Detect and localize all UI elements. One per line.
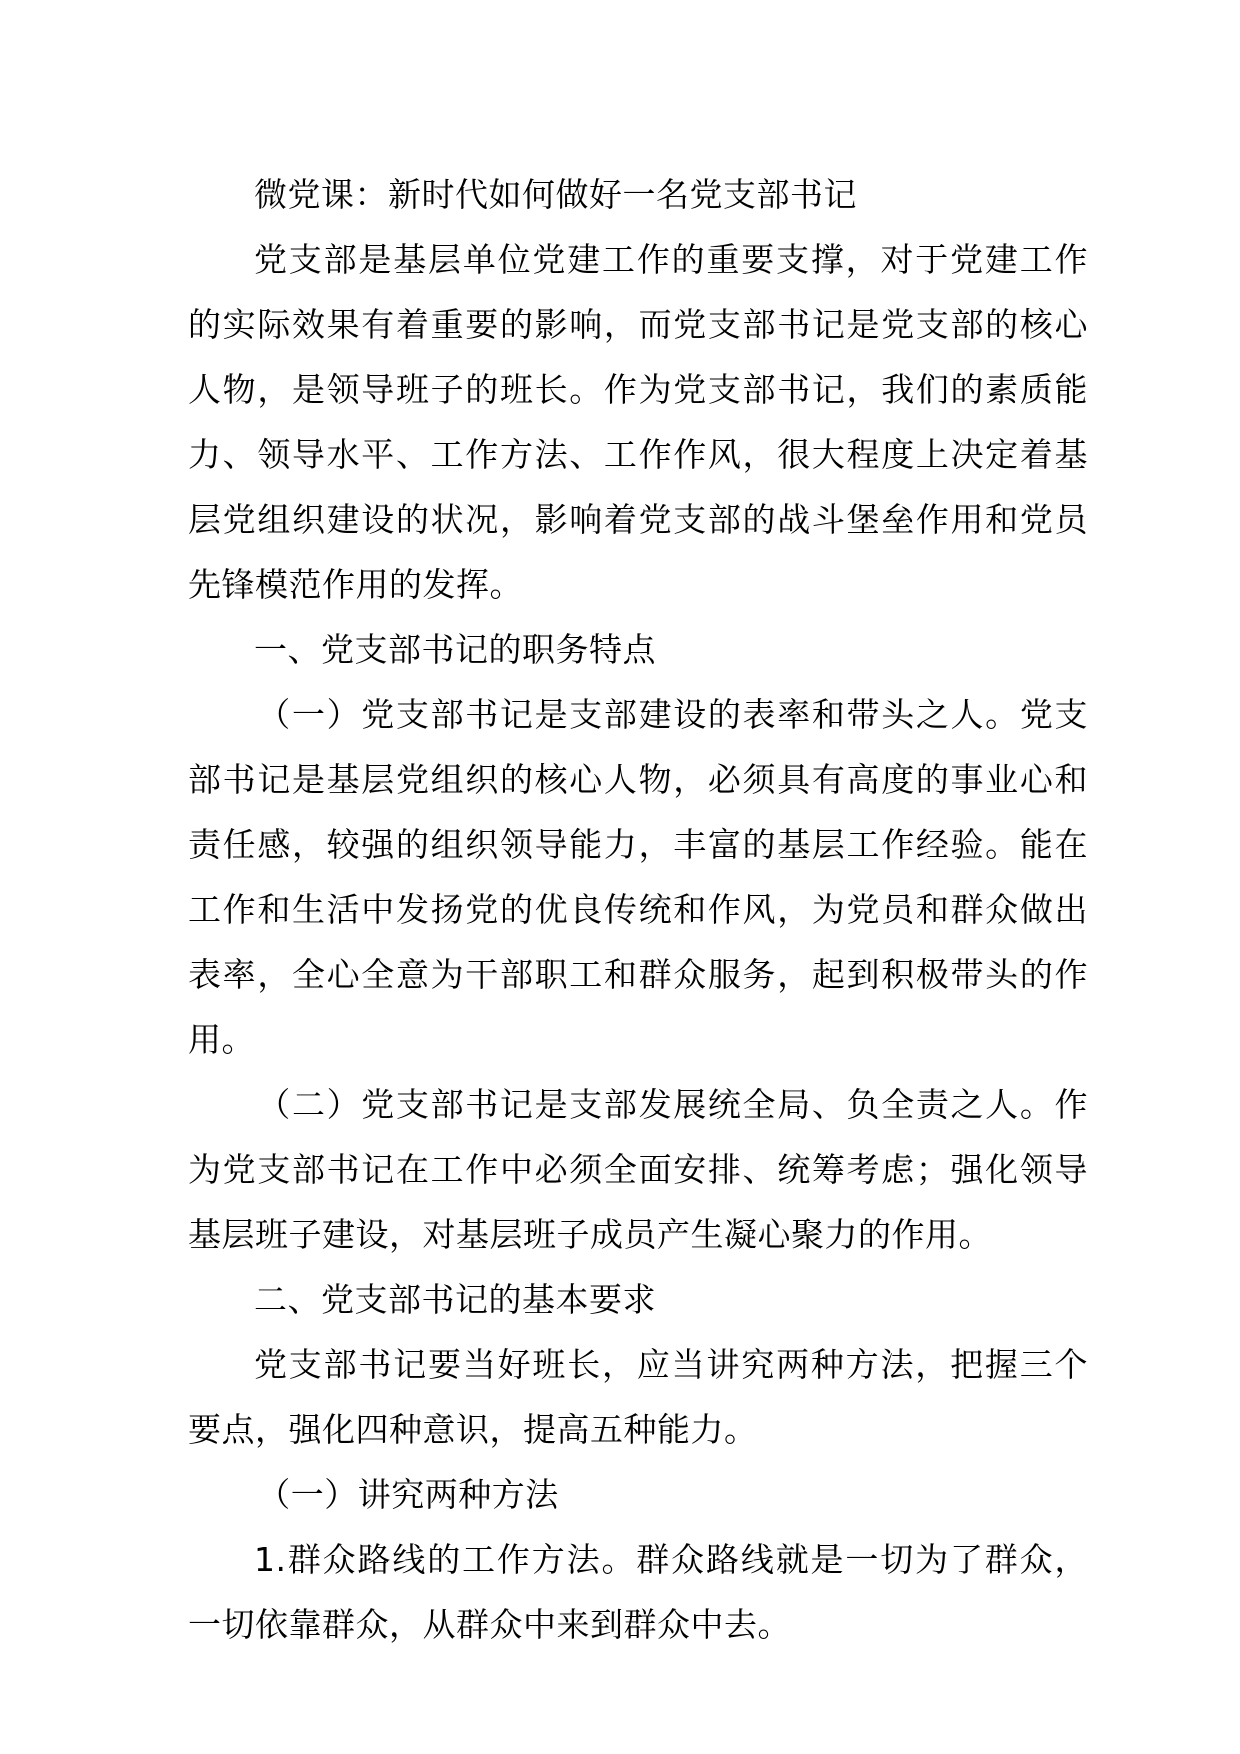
intro-paragraph: 党支部是基层单位党建工作的重要支撑，对于党建工作的实际效果有着重要的影响，而党支部书记是党支部的核心人物，是领导班子的班长。作为党支部书记，我们的素质能力、领导水平、工作方法、工作作风，很大程度上决定着基层党组织建设的状况，影响着党支部的战斗堡垒作用和党员先锋模范作用的发挥。 (188, 240, 1088, 604)
requirements-paragraph: 党支部书记要当好班长，应当讲究两种方法，把握三个要点，强化四种意识，提高五种能力。 (188, 1345, 1088, 1449)
document-body (188, 162, 1088, 1657)
subsection-heading-1: （一）讲究两种方法 (257, 1475, 559, 1514)
document-title: 微党课：新时代如何做好一名党支部书记 (254, 175, 857, 214)
method-paragraph-1: 1.群众路线的工作方法。群众路线就是一切为了群众，一切依靠群众，从群众中来到群众中去。 (188, 1540, 1088, 1644)
paragraph-duty-1: （一）党支部书记是支部建设的表率和带头之人。党支部书记是基层党组织的核心人物，必须具有高度的事业心和责任感，较强的组织领导能力，丰富的基层工作经验。能在工作和生活中发扬党的优良传统和作风，为党员和群众做出表率，全心全意为干部职工和群众服务，起到积极带头的作用。 (188, 695, 1088, 1059)
section-heading-1: 一、党支部书记的职务特点 (254, 630, 656, 669)
section-heading-2: 二、党支部书记的基本要求 (254, 1280, 656, 1319)
paragraph-duty-2: （二）党支部书记是支部发展统全局、负全责之人。作为党支部书记在工作中必须全面安排、统筹考虑；强化领导基层班子建设，对基层班子成员产生凝心聚力的作用。 (188, 1085, 1088, 1254)
